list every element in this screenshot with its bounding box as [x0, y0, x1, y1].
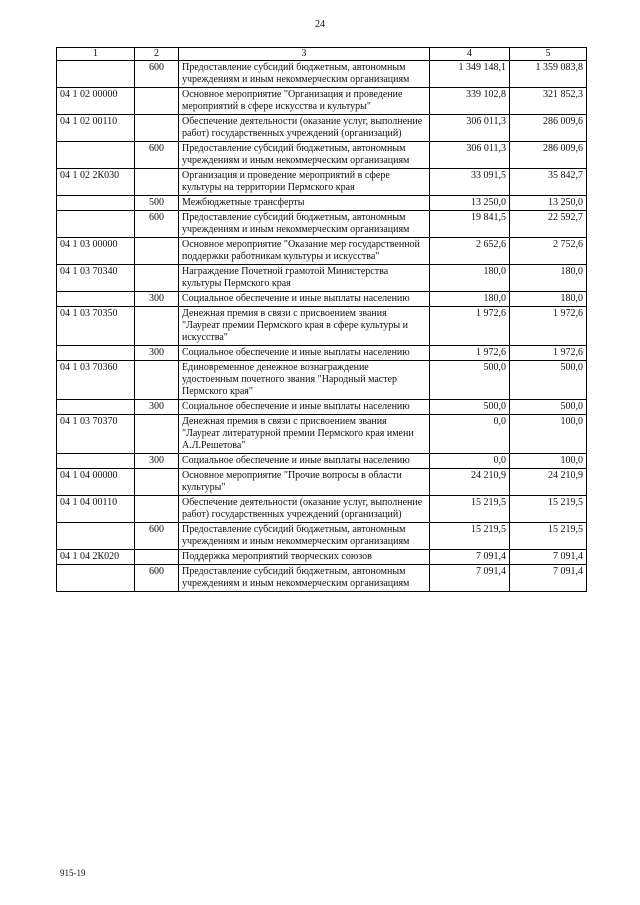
row-amount-2: 1 972,6 — [510, 346, 587, 361]
row-amount-1: 13 250,0 — [430, 196, 510, 211]
table-row — [57, 292, 587, 307]
row-code — [57, 400, 135, 415]
row-name: Основное мероприятие "Прочие вопросы в области культуры" — [179, 469, 430, 496]
row-expense-type: 600 — [135, 523, 179, 550]
row-name: Поддержка мероприятий творческих союзов — [179, 550, 430, 565]
row-code: 04 1 03 70360 — [57, 361, 135, 400]
row-code — [57, 196, 135, 211]
row-code — [57, 211, 135, 238]
table-body — [57, 61, 587, 592]
row-expense-type — [135, 169, 179, 196]
row-expense-type: 300 — [135, 346, 179, 361]
row-name: Основное мероприятие "Оказание мер государственной поддержки работникам культуры и искусства" — [179, 238, 430, 265]
row-expense-type — [135, 307, 179, 346]
row-amount-1: 500,0 — [430, 361, 510, 400]
row-code — [57, 346, 135, 361]
row-expense-type — [135, 415, 179, 454]
row-amount-1: 24 210,9 — [430, 469, 510, 496]
row-amount-2: 286 009,6 — [510, 115, 587, 142]
row-code — [57, 454, 135, 469]
row-name: Предоставление субсидий бюджетным, автономным учреждениям и иным некоммерческим организациям — [179, 211, 430, 238]
row-amount-2: 22 592,7 — [510, 211, 587, 238]
row-amount-2: 100,0 — [510, 454, 587, 469]
row-amount-2: 500,0 — [510, 361, 587, 400]
row-expense-type — [135, 88, 179, 115]
row-amount-2: 321 852,3 — [510, 88, 587, 115]
row-amount-2: 286 009,6 — [510, 142, 587, 169]
row-amount-2: 7 091,4 — [510, 550, 587, 565]
row-amount-2: 35 842,7 — [510, 169, 587, 196]
row-code: 04 1 02 2К030 — [57, 169, 135, 196]
row-code: 04 1 04 2К020 — [57, 550, 135, 565]
row-expense-type — [135, 265, 179, 292]
row-amount-2: 180,0 — [510, 292, 587, 307]
row-amount-1: 339 102,8 — [430, 88, 510, 115]
row-code: 04 1 03 70350 — [57, 307, 135, 346]
row-amount-2: 2 752,6 — [510, 238, 587, 265]
row-amount-1: 19 841,5 — [430, 211, 510, 238]
row-name: Предоставление субсидий бюджетным, автономным учреждениям и иным некоммерческим организациям — [179, 523, 430, 550]
header-row — [57, 48, 587, 61]
row-expense-type: 600 — [135, 211, 179, 238]
row-name: Предоставление субсидий бюджетным, автономным учреждениям и иным некоммерческим организациям — [179, 565, 430, 592]
row-amount-2: 1 972,6 — [510, 307, 587, 346]
document-code: 915-19 — [60, 868, 86, 878]
table-row — [57, 346, 587, 361]
row-amount-1: 306 011,3 — [430, 115, 510, 142]
row-amount-1: 2 652,6 — [430, 238, 510, 265]
row-amount-1: 15 219,5 — [430, 496, 510, 523]
table-row — [57, 361, 587, 400]
row-amount-1: 0,0 — [430, 454, 510, 469]
row-code: 04 1 03 70340 — [57, 265, 135, 292]
row-code: 04 1 04 00110 — [57, 496, 135, 523]
table-row — [57, 169, 587, 196]
row-amount-2: 7 091,4 — [510, 565, 587, 592]
row-amount-2: 500,0 — [510, 400, 587, 415]
row-name: Межбюджетные трансферты — [179, 196, 430, 211]
row-name: Организация и проведение мероприятий в сфере культуры на территории Пермского края — [179, 169, 430, 196]
row-name: Социальное обеспечение и иные выплаты населению — [179, 292, 430, 307]
row-expense-type — [135, 361, 179, 400]
row-name: Социальное обеспечение и иные выплаты населению — [179, 346, 430, 361]
table-row — [57, 415, 587, 454]
row-expense-type: 300 — [135, 400, 179, 415]
column-header-amount-2: 5 — [510, 48, 587, 61]
row-amount-2: 24 210,9 — [510, 469, 587, 496]
row-expense-type: 500 — [135, 196, 179, 211]
row-amount-1: 180,0 — [430, 292, 510, 307]
row-name: Денежная премия в связи с присвоением звания "Лауреат премии Пермского края в сфере культуры и искусства" — [179, 307, 430, 346]
row-name: Обеспечение деятельности (оказание услуг, выполнение работ) государственных учреждений (организаций) — [179, 115, 430, 142]
table-row — [57, 115, 587, 142]
table-row — [57, 265, 587, 292]
row-expense-type: 300 — [135, 292, 179, 307]
row-expense-type: 600 — [135, 565, 179, 592]
column-header-name: 3 — [179, 48, 430, 61]
column-header-amount-1: 4 — [430, 48, 510, 61]
row-expense-type — [135, 238, 179, 265]
row-amount-2: 180,0 — [510, 265, 587, 292]
row-code: 04 1 02 00000 — [57, 88, 135, 115]
row-amount-1: 500,0 — [430, 400, 510, 415]
row-code: 04 1 03 70370 — [57, 415, 135, 454]
row-amount-1: 7 091,4 — [430, 550, 510, 565]
row-amount-1: 1 972,6 — [430, 346, 510, 361]
table-row — [57, 550, 587, 565]
row-name: Социальное обеспечение и иные выплаты населению — [179, 454, 430, 469]
row-expense-type: 300 — [135, 454, 179, 469]
row-expense-type — [135, 550, 179, 565]
row-expense-type: 600 — [135, 142, 179, 169]
page-number: 24 — [315, 19, 325, 30]
column-header-expense-type: 2 — [135, 48, 179, 61]
table-row — [57, 142, 587, 169]
row-amount-1: 15 219,5 — [430, 523, 510, 550]
table-row — [57, 196, 587, 211]
row-code — [57, 292, 135, 307]
row-code — [57, 61, 135, 88]
table-row — [57, 61, 587, 88]
row-amount-1: 306 011,3 — [430, 142, 510, 169]
row-name: Денежная премия в связи с присвоением звания "Лауреат литературной премии Пермского края имени А.Л.Решетова" — [179, 415, 430, 454]
table-row — [57, 496, 587, 523]
row-name: Предоставление субсидий бюджетным, автономным учреждениям и иным некоммерческим организациям — [179, 142, 430, 169]
table-row — [57, 469, 587, 496]
row-amount-2: 15 219,5 — [510, 523, 587, 550]
row-name: Единовременное денежное вознаграждение удостоенным почетного звания "Народный мастер Пермского края" — [179, 361, 430, 400]
row-amount-1: 33 091,5 — [430, 169, 510, 196]
row-code — [57, 523, 135, 550]
table-row — [57, 454, 587, 469]
row-name: Обеспечение деятельности (оказание услуг, выполнение работ) государственных учреждений (организаций) — [179, 496, 430, 523]
row-expense-type — [135, 115, 179, 142]
table-row — [57, 565, 587, 592]
row-code: 04 1 02 00110 — [57, 115, 135, 142]
row-amount-1: 1 349 148,1 — [430, 61, 510, 88]
row-name: Социальное обеспечение и иные выплаты населению — [179, 400, 430, 415]
row-amount-2: 15 219,5 — [510, 496, 587, 523]
row-expense-type: 600 — [135, 61, 179, 88]
row-amount-2: 13 250,0 — [510, 196, 587, 211]
table-row — [57, 88, 587, 115]
row-amount-1: 1 972,6 — [430, 307, 510, 346]
row-code — [57, 565, 135, 592]
table-row — [57, 211, 587, 238]
row-amount-2: 1 359 083,8 — [510, 61, 587, 88]
table-row — [57, 523, 587, 550]
table-row — [57, 400, 587, 415]
table-row — [57, 238, 587, 265]
row-name: Предоставление субсидий бюджетным, автономным учреждениям и иным некоммерческим организациям — [179, 61, 430, 88]
row-amount-2: 100,0 — [510, 415, 587, 454]
row-name: Награждение Почетной грамотой Министерства культуры Пермского края — [179, 265, 430, 292]
row-expense-type — [135, 469, 179, 496]
row-amount-1: 7 091,4 — [430, 565, 510, 592]
row-expense-type — [135, 496, 179, 523]
budget-table — [56, 47, 587, 592]
row-code — [57, 142, 135, 169]
row-code: 04 1 03 00000 — [57, 238, 135, 265]
column-header-code: 1 — [57, 48, 135, 61]
table-row — [57, 307, 587, 346]
row-code: 04 1 04 00000 — [57, 469, 135, 496]
row-amount-1: 180,0 — [430, 265, 510, 292]
row-amount-1: 0,0 — [430, 415, 510, 454]
row-name: Основное мероприятие "Организация и проведение мероприятий в сфере искусства и культуры" — [179, 88, 430, 115]
